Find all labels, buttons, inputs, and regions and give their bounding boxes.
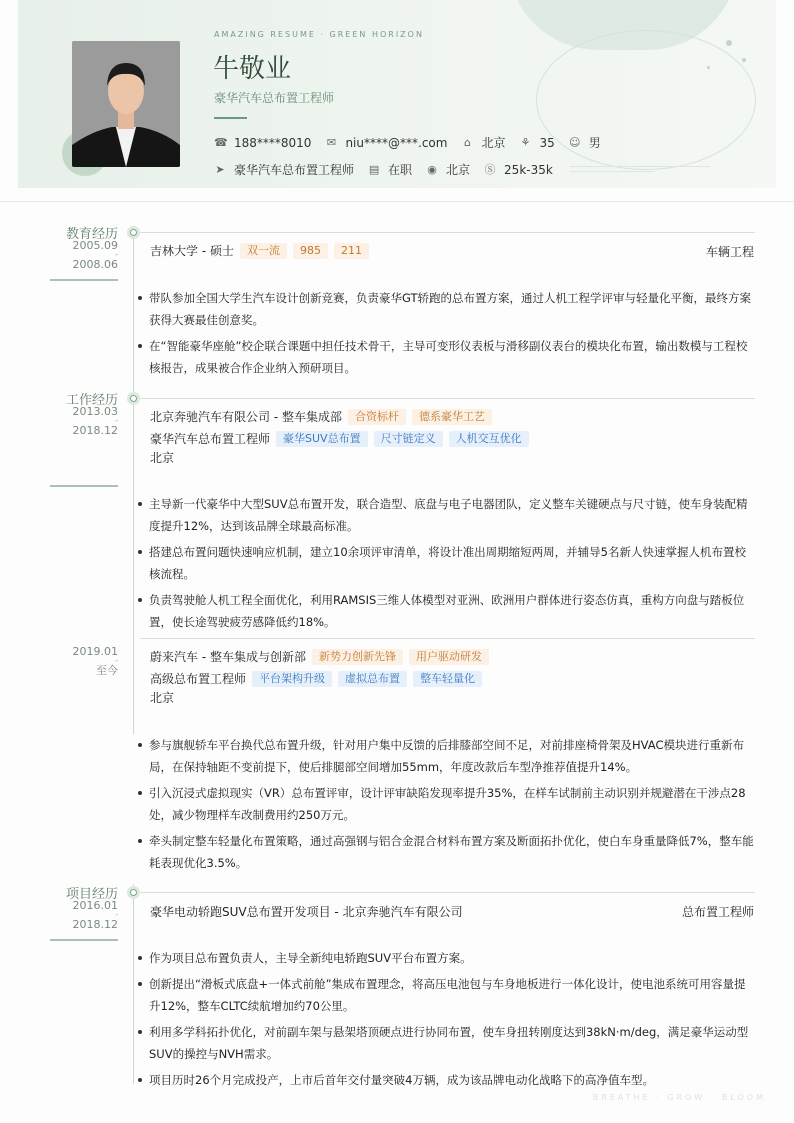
timeline-line [133, 232, 134, 734]
company-name: 蔚来汽车 - 整车集成与创新部 [150, 650, 306, 664]
tag-badge: 整车轻量化 [413, 671, 482, 687]
gender-value: 男 [588, 136, 601, 150]
education-start: 2005.09 [72, 239, 118, 252]
home-city: 北京 [481, 136, 506, 150]
date-dash: - [115, 250, 118, 259]
education-bullets [138, 287, 755, 383]
tag-badge: 平台架构升级 [252, 671, 332, 687]
project-name: 豪华电动轿跑SUV总布置开发项目 - 北京奔驰汽车有限公司 [150, 905, 463, 919]
tag-badge: 人机交互优化 [449, 431, 529, 447]
email-address: niu****@***.com [345, 135, 448, 150]
date-dash: - [115, 416, 118, 425]
job-city: 北京 [150, 691, 175, 705]
project-bullets [138, 947, 755, 1095]
project-date [58, 900, 118, 930]
job-company-head [150, 648, 489, 665]
candidate-title: 豪华汽车总布置工程师 [214, 91, 335, 105]
tag-badge: 尺寸链定义 [374, 431, 443, 447]
date-dash: - [115, 910, 118, 919]
job-start: 2019.01 [72, 645, 118, 658]
intent-salary [484, 163, 553, 177]
section-divider [140, 232, 755, 233]
bullet-item: 项目历时26个月完成投产，上市后首年交付量突破4万辆，成为该品牌电动化战略下的高净值车型。 [138, 1069, 755, 1091]
project-start: 2016.01 [72, 899, 118, 912]
date-underline [50, 279, 118, 281]
contact-age [519, 136, 554, 150]
section-title-education: 教育经历 [65, 227, 118, 242]
bullet-item: 主导新一代豪华中大型SUV总布置开发，联合造型、底盘与电子电器团队，定义整车关键硬点与尺寸链，使车身装配精度提升12%，达到该品牌全球最高标准。 [138, 493, 755, 537]
intent-salary-text: 25k-35k [504, 162, 553, 177]
job-role-head [150, 670, 482, 687]
job-bullets [138, 734, 755, 878]
company-name: 北京奔驰汽车有限公司 - 整车集成部 [150, 410, 342, 424]
cake-icon: ⚘ [520, 135, 531, 149]
education-head [150, 242, 369, 259]
job-bullets [138, 493, 755, 637]
contact-email [325, 136, 447, 150]
bullet-item: 负责驾驶舱人机工程全面优化，利用RAMSIS三维人体模型对亚洲、欧洲用户群体进行姿态仿真，重构方向盘与踏板位置，使长途驾驶疲劳感降低约18%。 [138, 589, 755, 633]
section-title-work: 工作经历 [65, 393, 118, 408]
entry-divider [140, 638, 755, 639]
footer-watermark: BREATHE · GROW · BLOOM [592, 1093, 766, 1102]
tag-badge: 新势力创新先锋 [312, 649, 403, 665]
contact-home [461, 134, 505, 151]
decoration-dot [726, 40, 732, 46]
job-city: 北京 [150, 451, 175, 465]
decoration-dot [742, 58, 746, 62]
education-date [58, 240, 118, 270]
tag-badge: 211 [334, 243, 369, 259]
gender-icon: ☺ [569, 135, 581, 149]
contact-phone [214, 136, 311, 150]
timeline-node [127, 886, 140, 899]
bullet-item: 在“智能豪华座舱”校企联合课题中担任技术骨干，主导可变形仪表板与滑移副仪表台的模块化布置，输出数模与工程校核报告，成果被合作企业纳入预研项目。 [138, 335, 755, 379]
intent-location [426, 161, 470, 178]
tag-badge: 985 [293, 243, 328, 259]
education-end: 2008.06 [72, 258, 118, 271]
decoration-dot [707, 66, 710, 69]
section-title-project: 项目经历 [65, 887, 118, 902]
job-role-head [150, 430, 529, 447]
header-thin-lines [570, 166, 710, 176]
timeline-line [133, 884, 134, 1084]
tag-badge: 虚拟总布置 [338, 671, 407, 687]
bullet-item: 作为项目总布置负责人，主导全新纯电轿跑SUV平台布置方案。 [138, 947, 755, 969]
education-major: 车辆工程 [705, 245, 754, 259]
avatar-photo [72, 41, 180, 167]
intent-status-text: 在职 [388, 163, 413, 177]
age-value: 35 [539, 135, 555, 150]
section-divider [140, 398, 755, 399]
tag-badge: 用户驱动研发 [409, 649, 489, 665]
phone-icon: ☎ [214, 135, 228, 149]
bullet-item: 牵头制定整车轻量化布置策略，通过高强钢与铝合金混合材料布置方案及断面拓扑优化，使白车身重量降低7%，整车能耗表现优化3.5%。 [138, 830, 755, 874]
date-dash: - [115, 656, 118, 665]
section-divider [140, 892, 755, 893]
job-company-head [150, 408, 492, 425]
tag-badge: 豪华SUV总布置 [276, 431, 368, 447]
job-date [58, 646, 118, 676]
job-date [58, 406, 118, 436]
school-name: 吉林大学 - 硕士 [150, 244, 234, 258]
candidate-name: 牛敬业 [213, 54, 292, 84]
tag-badge: 合资标杆 [348, 409, 406, 425]
intent-location-text: 北京 [446, 163, 471, 177]
job-end: 至今 [96, 664, 118, 677]
project-role: 总布置工程师 [681, 905, 754, 919]
phone-number: 188****8010 [234, 135, 312, 150]
name-underline [214, 117, 247, 119]
bullet-item: 创新提出“滑板式底盘+一体式前舱”集成布置理念，将高压电池包与车身地板进行一体化设计，使电池系统可用容量提升12%，整车CLTC续航增加约70公里。 [138, 973, 755, 1017]
job-role: 豪华汽车总布置工程师 [150, 432, 271, 446]
bullet-item: 带队参加全国大学生汽车设计创新竞赛，负责豪华GT轿跑的总布置方案，通过人机工程学评审与轻量化平衡，最终方案获得大赛最佳创意奖。 [138, 287, 755, 331]
date-underline [50, 485, 118, 487]
send-icon: ➤ [215, 162, 225, 176]
date-underline [50, 939, 118, 941]
salary-icon: Ⓢ [484, 162, 496, 176]
intent-row [214, 161, 567, 178]
mail-icon: ✉ [326, 135, 337, 149]
project-end: 2018.12 [72, 918, 118, 931]
job-role: 高级总布置工程师 [150, 672, 247, 686]
header-divider [0, 201, 794, 202]
tag-badge: 德系豪华工艺 [412, 409, 492, 425]
job-end: 2018.12 [72, 424, 118, 437]
briefcase-icon: ▤ [368, 162, 380, 176]
intent-position [214, 161, 354, 178]
bullet-item: 引入沉浸式虚拟现实（VR）总布置评审，设计评审缺陷发现率提升35%，在样车试制前主动识别并规避潜在干涉点28处，减少物理样车改制费用约250万元。 [138, 782, 755, 826]
tag-badge: 双一流 [240, 243, 287, 259]
home-icon: ⌂ [463, 135, 471, 149]
bullet-item: 搭建总布置问题快速响应机制，建立10余项评审清单，将设计准出周期缩短两周，并辅导5名新人快速掌握人机布置校核流程。 [138, 541, 755, 585]
timeline-node [127, 392, 140, 405]
contact-row [214, 134, 615, 151]
header-tagline: AMAZING RESUME · GREEN HORIZON [214, 30, 424, 39]
bullet-item: 参与旗舰轿车平台换代总布置升级，针对用户集中反馈的后排膝部空间不足，对前排座椅骨架及HVAC模块进行重新布局，在保持轴距不变前提下，使后排腿部空间增加55mm，年度改款后车型净推荐值提升14%。 [138, 734, 755, 778]
bullet-item: 利用多学科拓扑优化，对前副车架与悬架塔顶硬点进行协同布置，使车身扭转刚度达到38kN·m/deg，满足豪华运动型SUV的操控与NVH需求。 [138, 1021, 755, 1065]
timeline-node [127, 226, 140, 239]
intent-position-text: 豪华汽车总布置工程师 [234, 163, 355, 177]
intent-status [368, 161, 412, 178]
contact-gender [569, 134, 601, 151]
location-icon: ◉ [427, 162, 437, 176]
job-start: 2013.03 [72, 405, 118, 418]
